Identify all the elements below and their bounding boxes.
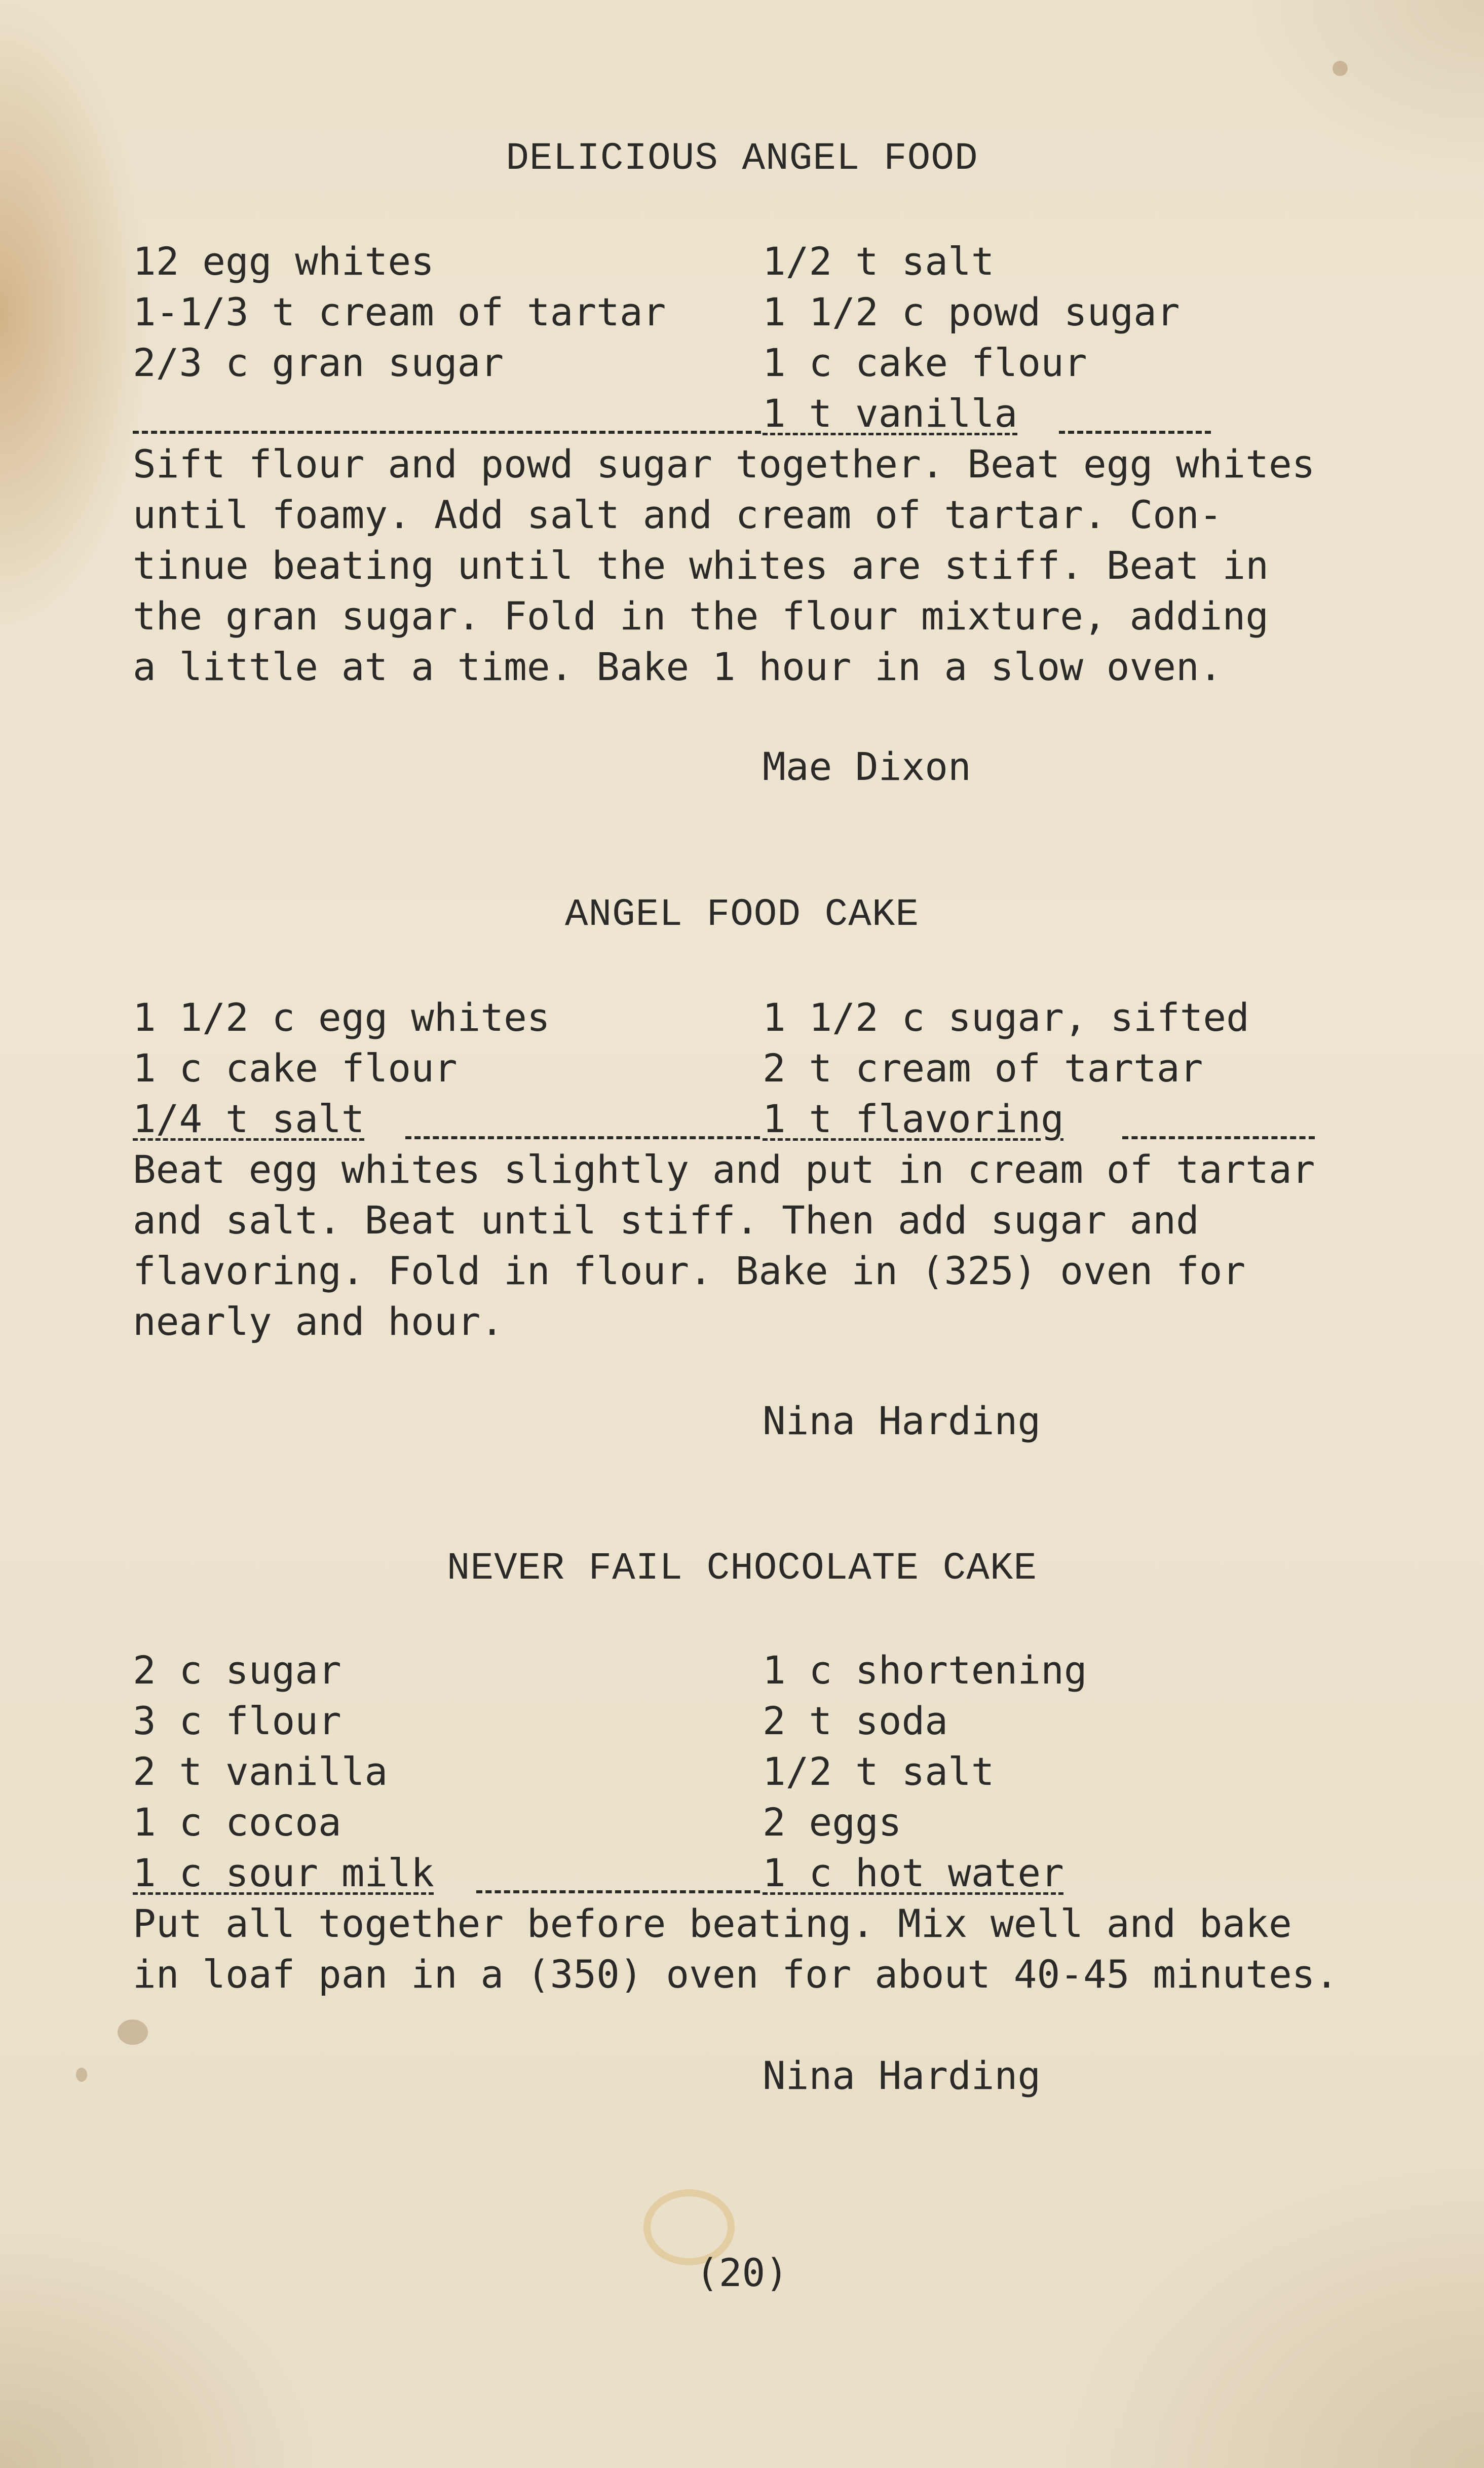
recipe-author: Nina Harding bbox=[763, 1398, 1041, 1443]
instruction-line: in loaf pan in a (350) oven for about 40-45 minutes. bbox=[133, 1952, 1339, 1997]
ingredient: 1 1/2 c powd sugar bbox=[763, 289, 1180, 334]
ingredient: 1 c cake flour bbox=[133, 1045, 458, 1091]
ingredient: 2 eggs bbox=[763, 1800, 902, 1845]
ingredient: 12 egg whites bbox=[133, 239, 434, 284]
ingredient-separator bbox=[476, 1890, 760, 1893]
instruction-line: nearly and hour. bbox=[133, 1299, 504, 1344]
ingredient: 2 t soda bbox=[763, 1698, 948, 1743]
ingredient-separator bbox=[1122, 1136, 1315, 1139]
ingredient: 1 1/2 c egg whites bbox=[133, 995, 550, 1040]
instruction-line: Put all together before beating. Mix well and bake bbox=[133, 1901, 1292, 1946]
page-number: (20) bbox=[695, 2250, 789, 2295]
stain-spot bbox=[1333, 61, 1348, 76]
recipe-author: Mae Dixon bbox=[763, 744, 971, 789]
recipe-author: Nina Harding bbox=[763, 2053, 1041, 2098]
ingredient: 2 t cream of tartar bbox=[763, 1045, 1203, 1091]
ingredient: 2 c sugar bbox=[133, 1648, 341, 1693]
ingredient: 1 c hot water bbox=[763, 1850, 1064, 1895]
stain-spot bbox=[76, 2068, 87, 2082]
ingredient: 1 c sour milk bbox=[133, 1850, 434, 1895]
ingredient: 1/2 t salt bbox=[763, 239, 995, 284]
instruction-line: the gran sugar. Fold in the flour mixture, adding bbox=[133, 593, 1269, 639]
ingredient-separator bbox=[405, 1136, 760, 1139]
ingredient: 1 c cake flour bbox=[763, 340, 1087, 385]
ingredient: 1 1/2 c sugar, sifted bbox=[763, 995, 1249, 1040]
stain-spot bbox=[118, 2020, 148, 2045]
ingredient: 1-1/3 t cream of tartar bbox=[133, 289, 666, 334]
ingredient: 2 t vanilla bbox=[133, 1749, 388, 1794]
instruction-line: Beat egg whites slightly and put in cream of tartar bbox=[133, 1147, 1315, 1192]
ingredient: 2/3 c gran sugar bbox=[133, 340, 504, 385]
instruction-line: Sift flour and powd sugar together. Beat egg whites bbox=[133, 441, 1315, 487]
instruction-line: and salt. Beat until stiff. Then add sugar and bbox=[133, 1198, 1199, 1243]
instruction-line: until foamy. Add salt and cream of tartar. Con- bbox=[133, 492, 1223, 537]
ingredient-separator bbox=[1059, 431, 1211, 434]
ingredient: 1/2 t salt bbox=[763, 1749, 995, 1794]
recipe-title: ANGEL FOOD CAKE bbox=[564, 893, 920, 937]
ingredient: 1 t vanilla bbox=[763, 391, 1018, 436]
instruction-line: flavoring. Fold in flour. Bake in (325) oven for bbox=[133, 1248, 1246, 1293]
ingredient: 3 c flour bbox=[133, 1698, 341, 1743]
recipe-title: DELICIOUS ANGEL FOOD bbox=[506, 137, 978, 180]
recipe-title: NEVER FAIL CHOCOLATE CAKE bbox=[446, 1547, 1038, 1590]
ingredient-separator bbox=[133, 431, 761, 434]
instruction-line: tinue beating until the whites are stiff. Beat in bbox=[133, 543, 1269, 588]
ingredient: 1 t flavoring bbox=[763, 1096, 1064, 1141]
instruction-line: a little at a time. Bake 1 hour in a slow oven. bbox=[133, 644, 1223, 689]
ingredient: 1 c cocoa bbox=[133, 1800, 341, 1845]
ingredient: 1 c shortening bbox=[763, 1648, 1087, 1693]
ingredient: 1/4 t salt bbox=[133, 1096, 365, 1141]
